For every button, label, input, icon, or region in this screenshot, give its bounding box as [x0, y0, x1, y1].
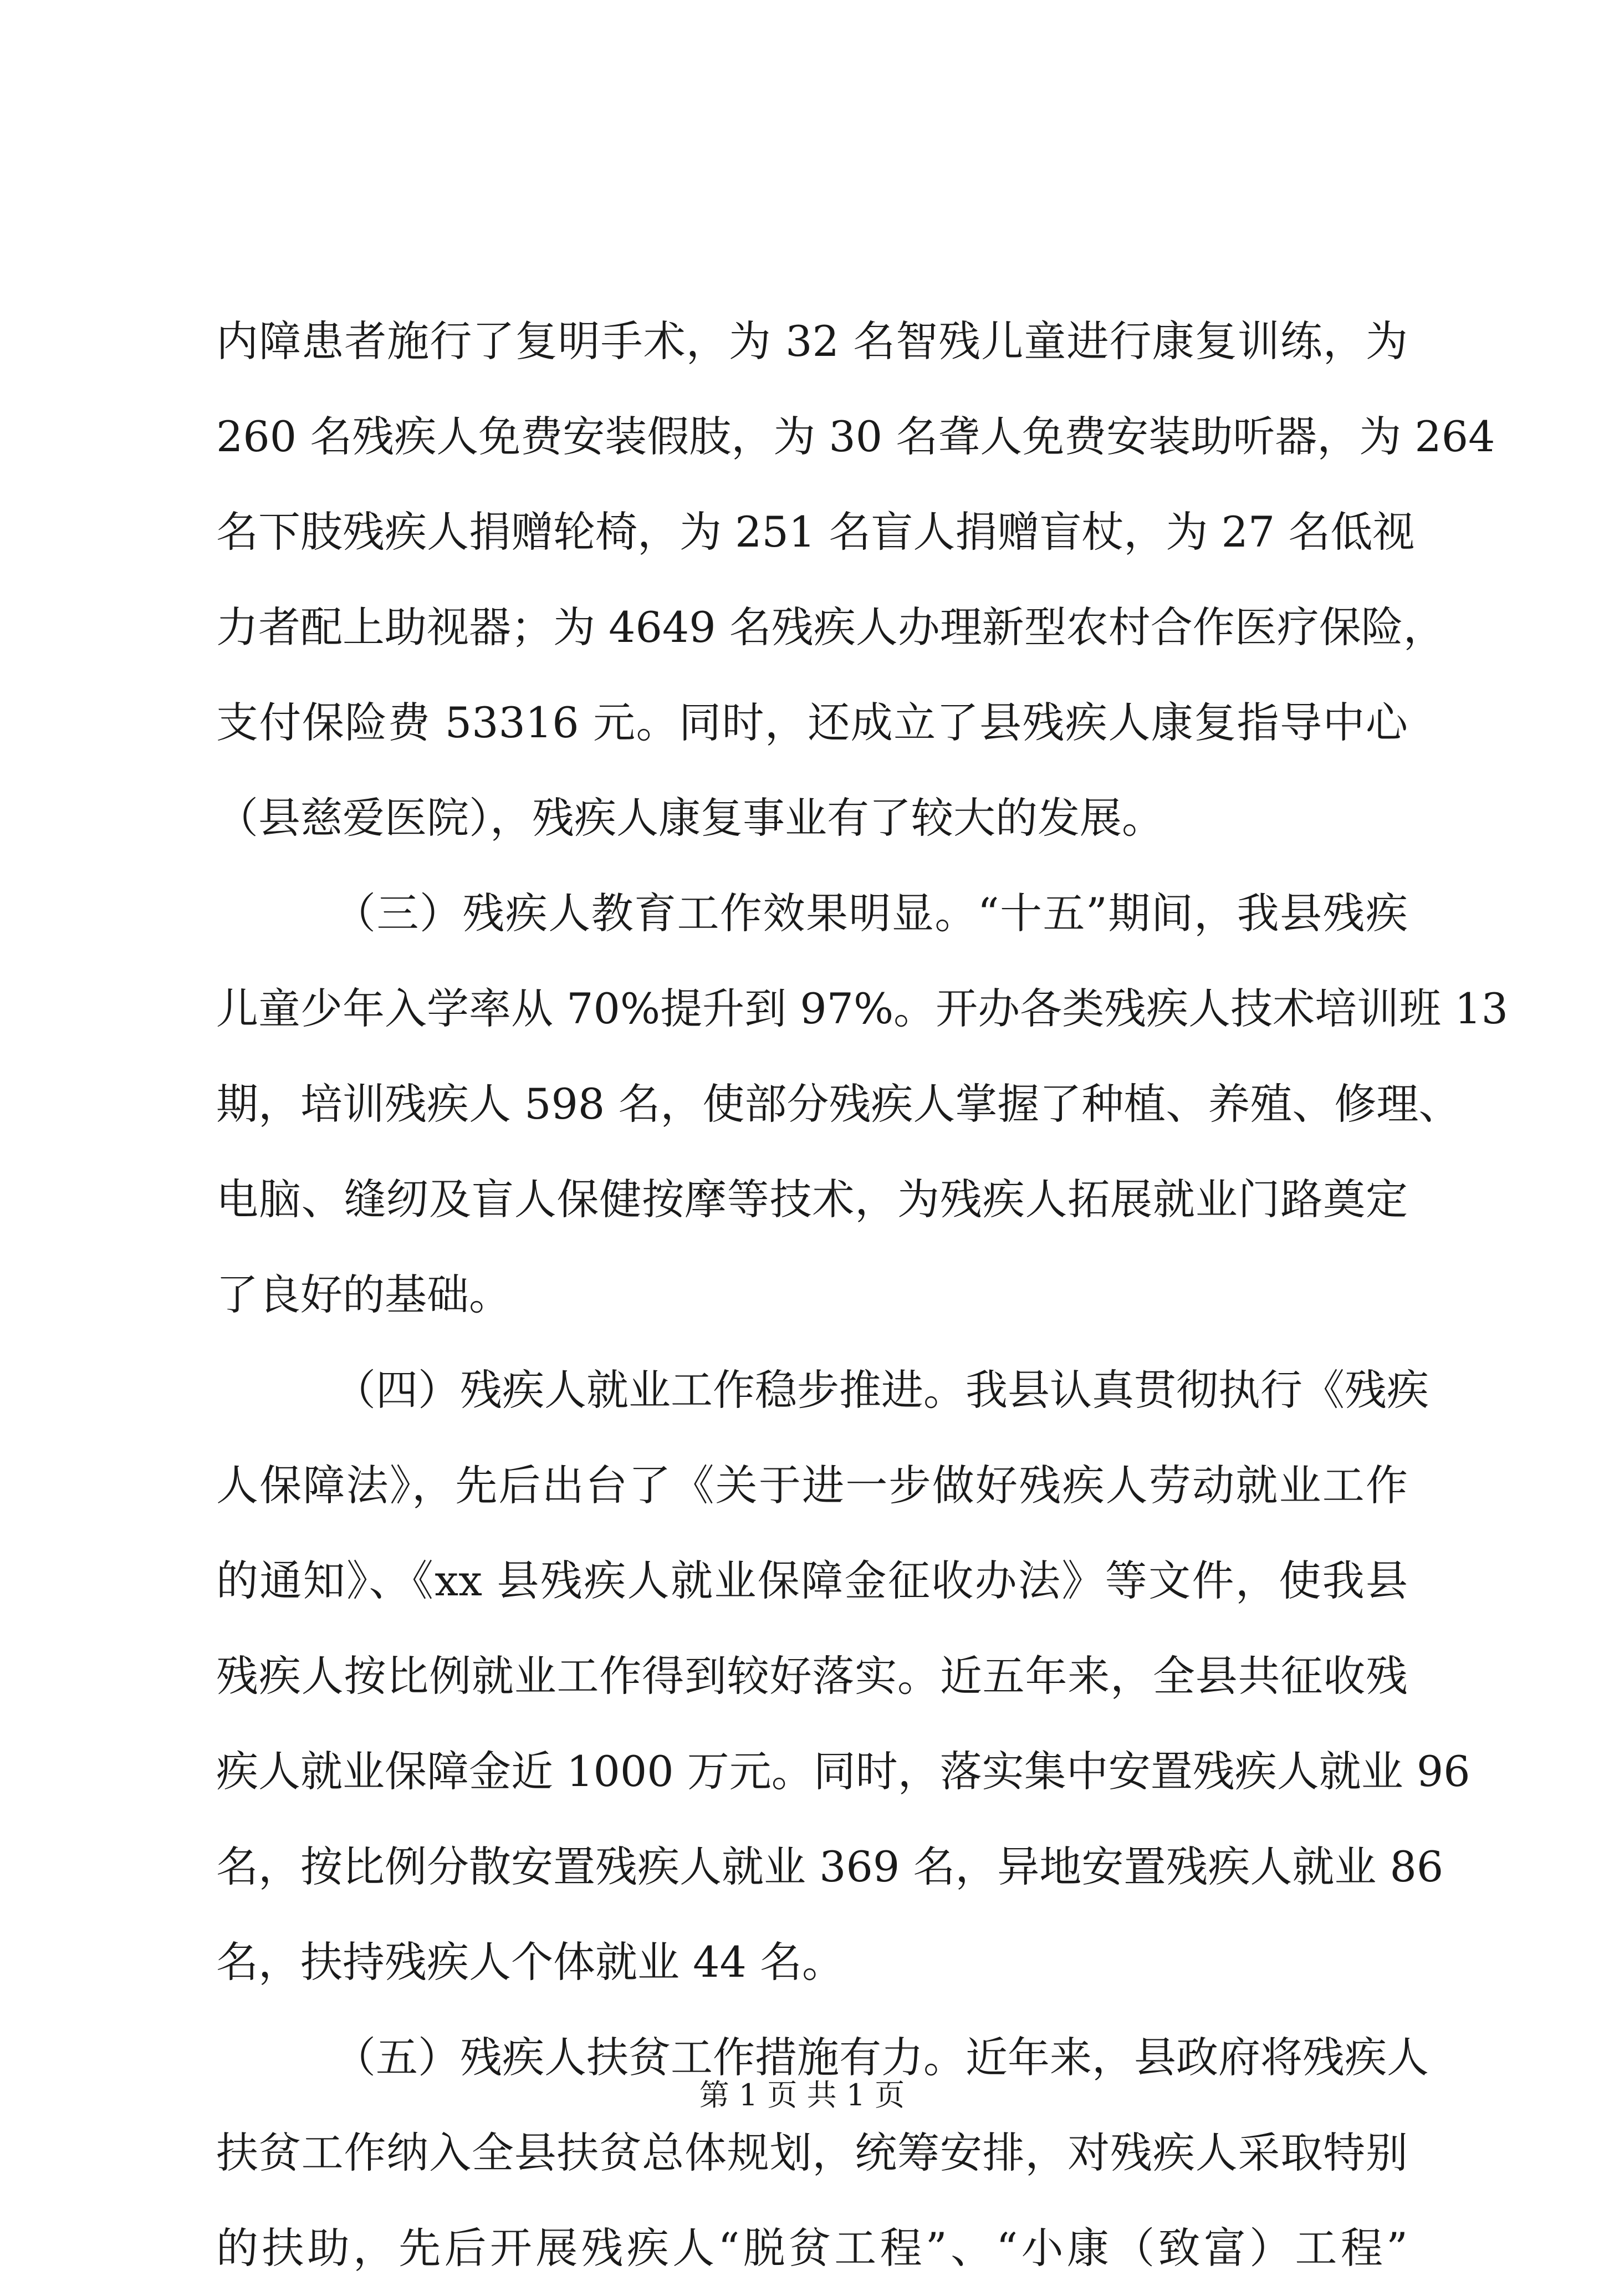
- text-line: 的通知》、《xx 县残疾人就业保障金征收办法》等文件，使我县: [216, 1556, 1408, 1605]
- text-line: 力者配上助视器；为 4649 名残疾人办理新型农村合作医疗保险，: [216, 603, 1445, 652]
- text-line: 人保障法》，先后出台了《关于进一步做好残疾人劳动就业工作: [216, 1461, 1408, 1510]
- text-line: 支付保险费 53316 元。同时，还成立了县残疾人康复指导中心: [216, 698, 1408, 747]
- text-line: 260 名残疾人免费安装假肢，为 30 名聋人免费安装助听器，为 264: [216, 412, 1495, 461]
- text-line: 名，扶持残疾人个体就业 44 名。: [216, 1937, 845, 1987]
- section-heading-line: （四）残疾人就业工作稳步推进。我县认真贯彻执行《残疾: [334, 1365, 1429, 1415]
- text-line: 扶贫工作纳入全县扶贫总体规划，统筹安排，对残疾人采取特别: [216, 2128, 1408, 2177]
- text-line: 了良好的基础。: [216, 1270, 511, 1319]
- text-line: 名下肢残疾人捐赠轮椅，为 251 名盲人捐赠盲杖，为 27 名低视: [216, 507, 1415, 557]
- page-footer: 第 1 页 共 1 页: [699, 2078, 905, 2113]
- text-line: 残疾人按比例就业工作得到较好落实。近五年来，全县共征收残: [216, 1651, 1408, 1701]
- text-line: 疾人就业保障金近 1000 万元。同时，落实集中安置残疾人就业 96: [216, 1747, 1470, 1796]
- document-body: [216, 294, 1509, 2296]
- text-line: 内障患者施行了复明手术，为 32 名智残儿童进行康复训练，为: [216, 317, 1408, 366]
- text-line: 期，培训残疾人 598 名，使部分残疾人掌握了种植、养殖、修理、: [216, 1079, 1461, 1129]
- section-heading-line: （三）残疾人教育工作效果明显。“十五”期间，我县残疾: [334, 889, 1408, 938]
- section-heading-line: （五）残疾人扶贫工作措施有力。近年来，县政府将残疾人: [334, 2033, 1429, 2082]
- text-line: （县慈爱医院），残疾人康复事业有了较大的发展。: [216, 793, 1164, 843]
- text-line: 的扶助，先后开展残疾人“脱贫工程”、“小康（致富）工程”: [216, 2223, 1408, 2273]
- text-line: 电脑、缝纫及盲人保健按摩等技术，为残疾人拓展就业门路奠定: [216, 1175, 1408, 1224]
- text-line: 儿童少年入学率从 70%提升到 97%。开办各类残疾人技术培训班 13: [216, 984, 1509, 1033]
- text-line: 名，按比例分散安置残疾人就业 369 名，异地安置残疾人就业 86: [216, 1842, 1444, 1891]
